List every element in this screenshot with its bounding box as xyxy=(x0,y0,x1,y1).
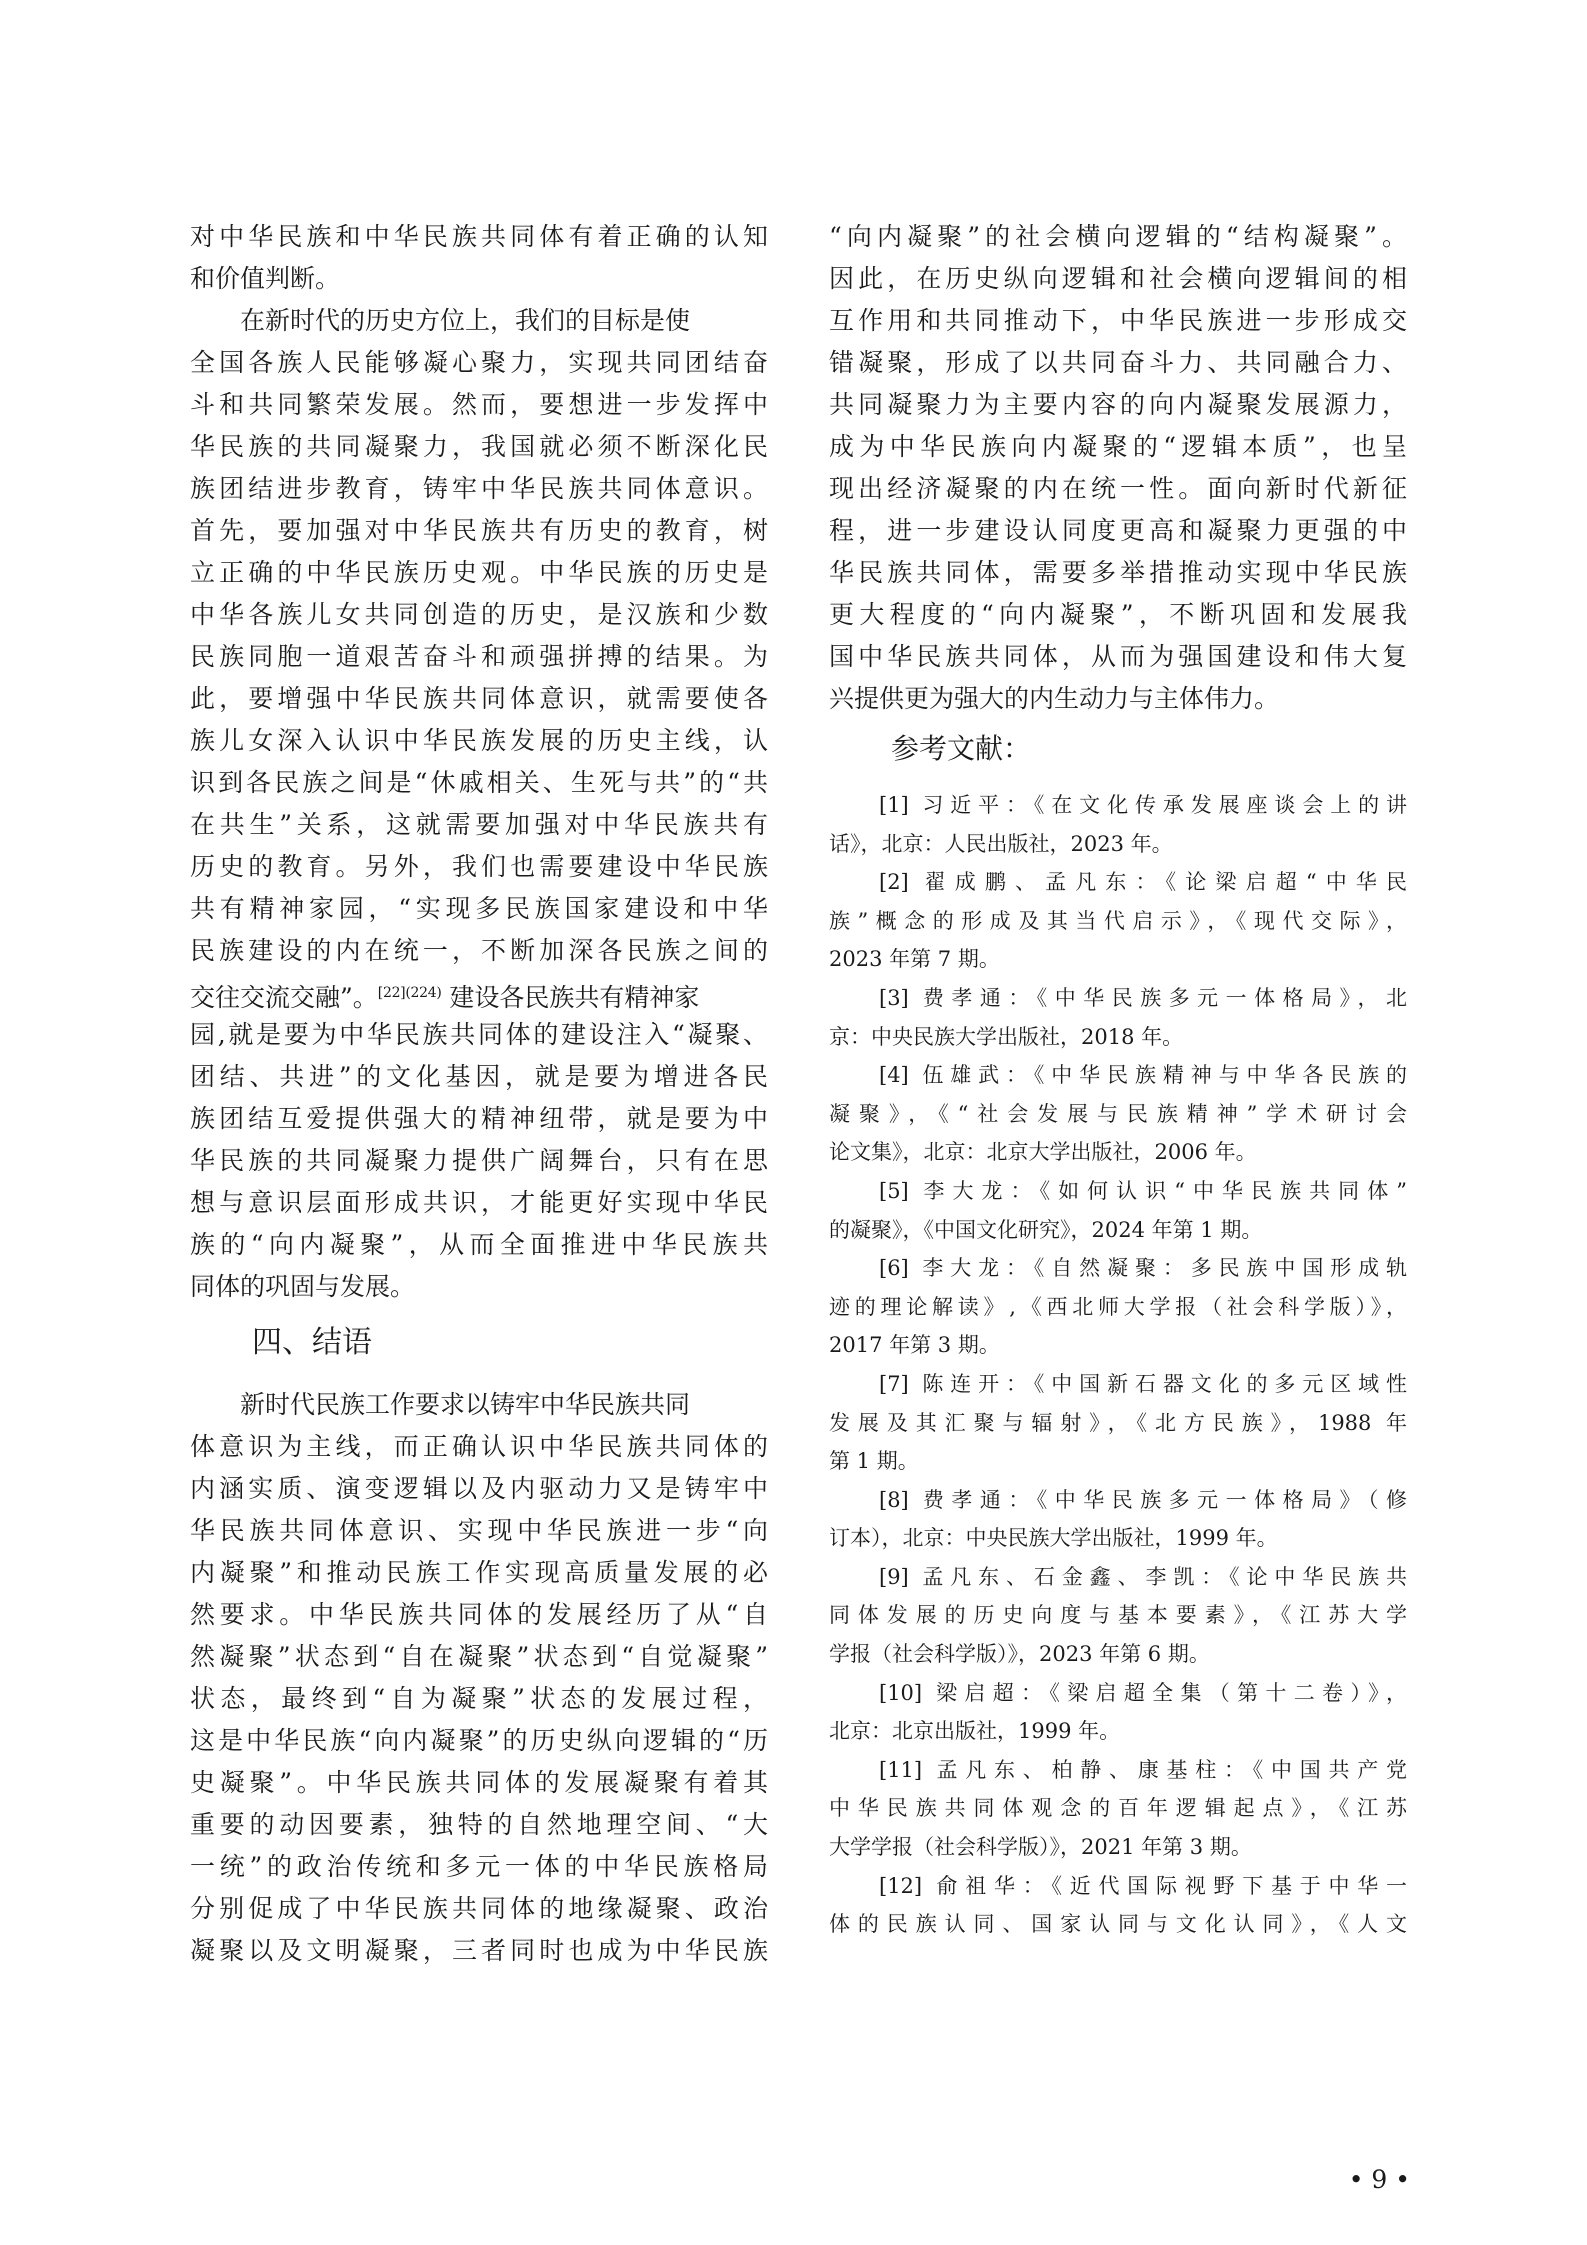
reference-line: 的凝聚》，《中国文化研究》，2024 年第 1 期。 xyxy=(829,1217,1263,1242)
text-line: 分别促成了中华民族共同体的地缘凝聚、政治 xyxy=(190,1894,768,1923)
text-line: 在共生”关系，这就需要加强对中华民族共有 xyxy=(190,810,768,839)
reference-line: [6] 李大龙：《自然凝聚：多民族中国形成轨 xyxy=(879,1256,1407,1281)
reference-item xyxy=(829,1674,1407,1751)
reference-line: [7] 陈连开：《中国新石器文化的多元区域性 xyxy=(879,1371,1407,1396)
reference-line: 体的民族认同、国家认同与文化认同》，《人文 xyxy=(829,1912,1407,1937)
text-fragment: 建设各民族共有精神家 xyxy=(441,983,700,1012)
reference-item xyxy=(829,1365,1407,1481)
text-line: 重要的动因要素，独特的自然地理空间、“大 xyxy=(190,1810,768,1839)
text-line: 错凝聚，形成了以共同奋斗力、共同融合力、 xyxy=(829,348,1407,377)
text-line-with-citation xyxy=(190,972,768,1014)
reference-line: 学报（社会科学版）》，2023 年第 6 期。 xyxy=(829,1642,1210,1667)
text-line: 内凝聚”和推动民族工作实现高质量发展的必 xyxy=(190,1558,768,1587)
text-line: 族的“向内凝聚”，从而全面推进中华民族共 xyxy=(190,1230,768,1259)
text-line: 和价值判断。 xyxy=(190,264,341,293)
text-line: 团结、共进”的文化基因，就是要为增进各民 xyxy=(190,1062,768,1091)
text-line: 一统”的政治传统和多元一体的中华民族格局 xyxy=(190,1852,768,1881)
text-line: 同体的巩固与发展。 xyxy=(190,1272,416,1301)
reference-item xyxy=(829,979,1407,1056)
text-line: 园,就是要为中华民族共同体的建设注入“凝聚、 xyxy=(190,1020,768,1049)
reference-line: [12] 俞祖华：《近代国际视野下基于中华一 xyxy=(879,1873,1407,1898)
text-line: 共有精神家园，“实现多民族国家建设和中华 xyxy=(190,894,768,923)
text-line: 首先，要加强对中华民族共有历史的教育，树 xyxy=(190,516,768,545)
reference-item xyxy=(829,863,1407,979)
reference-line: [10] 梁启超：《梁启超全集（第十二卷）》， xyxy=(879,1680,1407,1705)
text-line: 现出经济凝聚的内在统一性。面向新时代新征 xyxy=(829,474,1407,503)
section-heading: 四、结语 xyxy=(252,1325,372,1360)
text-line: 国中华民族共同体，从而为强国建设和伟大复 xyxy=(829,642,1407,671)
reference-item xyxy=(829,1481,1407,1558)
text-line: 状态，最终到“自为凝聚”状态的发展过程， xyxy=(190,1684,768,1713)
text-line: 共同凝聚力为主要内容的向内凝聚发展源力， xyxy=(829,390,1407,419)
text-line: 华民族共同体意识、实现中华民族进一步“向 xyxy=(190,1516,768,1545)
text-line: 在新时代的历史方位上，我们的目标是使 xyxy=(240,306,691,335)
text-line: 民族同胞一道艰苦奋斗和顽强拼搏的结果。为 xyxy=(190,642,768,671)
text-line: 斗和共同繁荣发展。然而，要想进一步发挥中 xyxy=(190,390,768,419)
reference-item xyxy=(829,1056,1407,1172)
reference-item xyxy=(829,1751,1407,1867)
reference-line: 2023 年第 7 期。 xyxy=(829,947,1000,972)
reference-line: 族”概念的形成及其当代启示》，《现代交际》， xyxy=(829,908,1407,933)
reference-item xyxy=(829,1867,1407,1944)
text-line: 体意识为主线，而正确认识中华民族共同体的 xyxy=(190,1432,768,1461)
text-line: 族儿女深入认识中华民族发展的历史主线，认 xyxy=(190,726,768,755)
text-line: 新时代民族工作要求以铸牢中华民族共同 xyxy=(240,1390,691,1419)
text-line: 这是中华民族“向内凝聚”的历史纵向逻辑的“历 xyxy=(190,1726,768,1755)
text-line: “向内凝聚”的社会横向逻辑的“结构凝聚”。 xyxy=(829,222,1407,251)
reference-line: [3] 费孝通：《中华民族多元一体格局》，北 xyxy=(879,985,1407,1010)
text-line: 然凝聚”状态到“自在凝聚”状态到“自觉凝聚” xyxy=(190,1642,768,1671)
reference-item xyxy=(829,786,1407,863)
paragraph xyxy=(190,216,768,300)
right-column xyxy=(829,216,1407,1944)
reference-item xyxy=(829,1249,1407,1365)
text-line: 内涵实质、演变逻辑以及内驱动力又是铸牢中 xyxy=(190,1474,768,1503)
reference-line: [1] 习近平：《在文化传承发展座谈会上的讲 xyxy=(879,793,1407,817)
paragraph xyxy=(190,1384,768,1972)
reference-line: [2] 翟成鹏、孟凡东：《论梁启超“中华民 xyxy=(879,870,1407,895)
text-line: 因此，在历史纵向逻辑和社会横向逻辑间的相 xyxy=(829,264,1407,293)
reference-line: 京：中央民族大学出版社，2018 年。 xyxy=(829,1024,1184,1049)
text-fragment: 交往交流交融”。 xyxy=(190,983,378,1012)
reference-line: [8] 费孝通：《中华民族多元一体格局》（修 xyxy=(879,1487,1407,1512)
reference-line: 发展及其汇聚与辐射》，《北方民族》，1988 年 xyxy=(829,1410,1407,1435)
text-line: 更大程度的“向内凝聚”，不断巩固和发展我 xyxy=(829,600,1407,629)
text-line: 对中华民族和中华民族共同体有着正确的认知 xyxy=(190,222,768,251)
reference-line: [5] 李大龙：《如何认识“中华民族共同体” xyxy=(879,1178,1407,1203)
page-number: • 9 • xyxy=(1348,2165,1410,2194)
reference-line: 迹的理论解读》,《西北师大学报（社会科学版）》， xyxy=(829,1294,1407,1319)
left-column xyxy=(190,216,768,1972)
reference-line: [11] 孟凡东、柏静、康基柱：《中国共产党 xyxy=(879,1757,1407,1782)
text-line: 族团结互爱提供强大的精神纽带，就是要为中 xyxy=(190,1104,768,1133)
references-heading: 参考文献： xyxy=(891,732,1032,765)
text-line: 中华各族儿女共同创造的历史，是汉族和少数 xyxy=(190,600,768,629)
text-line: 互作用和共同推动下，中华民族进一步形成交 xyxy=(829,306,1407,335)
reference-line: 同体发展的历史向度与基本要素》，《江苏大学 xyxy=(829,1603,1407,1628)
text-line: 历史的教育。另外，我们也需要建设中华民族 xyxy=(190,852,768,881)
reference-list xyxy=(829,786,1407,1944)
reference-line: 话》，北京：人民出版社，2023 年。 xyxy=(829,831,1173,856)
reference-line: [9] 孟凡东、石金鑫、李凯：《论中华民族共 xyxy=(879,1564,1407,1589)
text-line: 全国各族人民能够凝心聚力，实现共同团结奋 xyxy=(190,348,768,377)
reference-item xyxy=(829,1558,1407,1674)
text-line: 此，要增强中华民族共同体意识，就需要使各 xyxy=(190,684,768,713)
text-line: 华民族共同体，需要多举措推动实现中华民族 xyxy=(829,558,1407,587)
text-line: 然要求。中华民族共同体的发展经历了从“自 xyxy=(190,1600,768,1629)
text-line: 民族建设的内在统一，不断加深各民族之间的 xyxy=(190,936,768,965)
reference-line: 中华民族共同体观念的百年逻辑起点》，《江苏 xyxy=(829,1796,1407,1821)
text-line: 程，进一步建设认同度更高和凝聚力更强的中 xyxy=(829,516,1407,545)
reference-line: 订本），北京：中央民族大学出版社，1999 年。 xyxy=(829,1526,1278,1551)
reference-line: [4] 伍雄武：《中华民族精神与中华各民族的 xyxy=(879,1063,1407,1088)
text-line: 想与意识层面形成共识，才能更好实现中华民 xyxy=(190,1188,768,1217)
reference-line: 2017 年第 3 期。 xyxy=(829,1333,1000,1358)
text-line: 史凝聚”。中华民族共同体的发展凝聚有着其 xyxy=(190,1768,768,1797)
citation-superscript: [22](224) xyxy=(377,985,442,1001)
text-line: 族团结进步教育，铸牢中华民族共同体意识。 xyxy=(190,474,768,503)
paragraph xyxy=(190,300,768,1308)
reference-line: 北京：北京出版社，1999 年。 xyxy=(829,1719,1121,1744)
text-line: 华民族的共同凝聚力提供广阔舞台，只有在思 xyxy=(190,1146,768,1175)
paragraph xyxy=(829,216,1407,720)
text-line: 识到各民族之间是“休戚相关、生死与共”的“共 xyxy=(190,768,768,797)
reference-line: 大学学报（社会科学版）》，2021 年第 3 期。 xyxy=(829,1835,1252,1860)
text-line: 华民族的共同凝聚力，我国就必须不断深化民 xyxy=(190,432,768,461)
text-line: 立正确的中华民族历史观。中华民族的历史是 xyxy=(190,558,768,587)
text-line: 凝聚以及文明凝聚，三者同时也成为中华民族 xyxy=(190,1936,768,1965)
reference-item xyxy=(829,1172,1407,1249)
reference-line: 凝聚》，《“社会发展与民族精神”学术研讨会 xyxy=(829,1101,1407,1126)
text-line: 成为中华民族向内凝聚的“逻辑本质”，也呈 xyxy=(829,432,1407,461)
reference-line: 第 1 期。 xyxy=(829,1449,919,1474)
text-line: 兴提供更为强大的内生动力与主体伟力。 xyxy=(829,684,1280,713)
reference-line: 论文集》，北京：北京大学出版社，2006 年。 xyxy=(829,1140,1257,1165)
